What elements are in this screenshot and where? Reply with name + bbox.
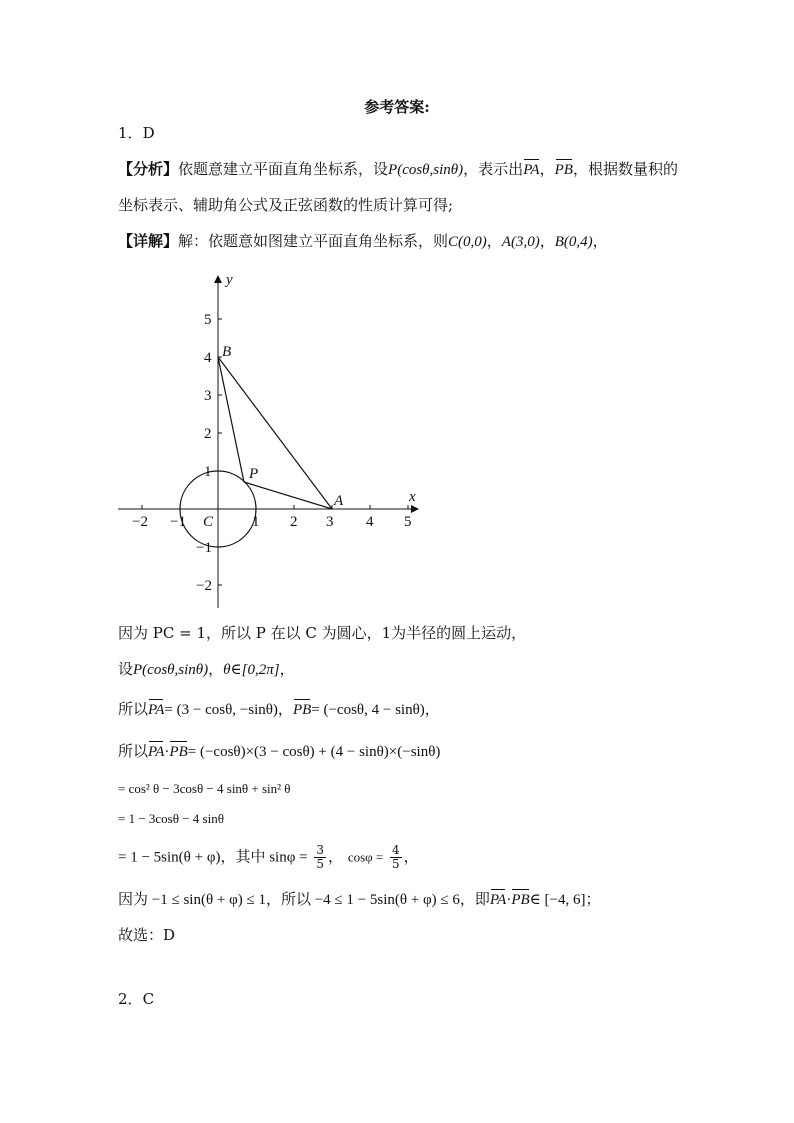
q1-detail: 【详解】解：依题意如图建立平面直角坐标系，则C(0,0)，A(3,0)，B(0,4)，: [118, 232, 608, 250]
x-tick: 5: [404, 514, 412, 530]
step-8: 因为 −1 ≤ sin(θ + φ) ≤ 1，所以 −4 ≤ 1 − 5sin(θ + φ) ≤ 6，即PA·PB∈ [−4, 6]；: [118, 888, 600, 911]
q1-answer: D: [142, 124, 155, 142]
vector-pb: PB: [169, 741, 187, 763]
axis-y-label: y: [226, 272, 233, 288]
step-3-prefix: 所以: [118, 700, 149, 718]
step-1: 因为 PC = 1，所以 P 在以 C 为圆心，1为半径的圆上运动，: [118, 624, 527, 642]
x-tick: 2: [290, 514, 298, 530]
segment-bp: [218, 357, 244, 482]
coordinate-figure: [118, 268, 428, 613]
y-tick: −1: [196, 540, 212, 556]
x-tick: −2: [132, 514, 148, 530]
q1-number: 1: [118, 124, 128, 142]
y-tick: 5: [204, 312, 212, 328]
vector-pb: PB: [511, 889, 529, 911]
vector-pb: PB: [293, 699, 311, 721]
step-3-pa: = (3 − cosθ, −sinθ): [164, 702, 278, 718]
step-7: = 1 − 5sin(θ + φ)，其中 sinφ = $\frac{3}{5}$ ， cosφ = $\frac{4}{5}$ ，: [118, 843, 419, 871]
step-8-range: ∈ [−4, 6]: [529, 892, 586, 908]
fraction-4-5: [390, 844, 402, 871]
detail-label: 【详解】: [118, 232, 179, 250]
origin-label: C: [203, 514, 214, 530]
q2-number: 2: [118, 990, 128, 1008]
step-4-expr: = (−cosθ)×(3 − cosθ) + (4 − sinθ)×(−sinθ): [187, 744, 441, 760]
vector-pa: PA: [523, 159, 539, 181]
y-tick: 3: [204, 388, 212, 404]
detail-text: 解：依题意如图建立平面直角坐标系，则: [178, 232, 449, 250]
step-2-range: θ∈[0,2π]: [223, 662, 280, 678]
step-8-text: 因为 −1 ≤ sin(θ + φ) ≤ 1，所以 −4 ≤ 1 − 5sin(θ + φ) ≤ 6，即: [118, 892, 490, 908]
label-p: P: [249, 466, 259, 482]
point-c: C(0,0): [448, 234, 487, 250]
frac-den: 5: [316, 857, 325, 871]
frac-den: 5: [392, 857, 400, 871]
step-6: = 1 − 3cosθ − 4 sinθ: [118, 811, 224, 826]
point-b: B(0,4): [554, 234, 593, 250]
vector-pa: PA: [148, 741, 164, 763]
vector-pa: PA: [148, 699, 164, 721]
page-title: 参考答案:: [364, 98, 430, 116]
axis-x-label: x: [409, 489, 416, 505]
frac-num: 4: [392, 843, 400, 857]
y-tick: 1: [204, 464, 212, 480]
q2-answer: C: [142, 990, 155, 1008]
q1-analysis-line2: 坐标表示、辅助角公式及正弦函数的性质计算可得;: [118, 196, 454, 214]
label-b: B: [222, 344, 232, 360]
step-4-prefix: 所以: [118, 742, 149, 760]
step-2: 设P(cosθ,sinθ)，θ∈[0,2π]，: [118, 660, 295, 678]
y-tick: 2: [204, 426, 212, 442]
vector-pa: PA: [490, 889, 506, 911]
step-5: = cos² θ − 3cosθ − 4 sinθ + sin² θ: [118, 781, 291, 796]
q2-header: 2．C: [118, 990, 155, 1008]
analysis-text-2: ，表示出: [463, 160, 524, 178]
analysis-point: P(cosθ,sinθ): [388, 162, 464, 178]
point-a: A(3,0): [501, 234, 540, 250]
segment-pa: [244, 482, 332, 509]
q1-header: 1．D: [118, 124, 155, 142]
frac-num: 3: [316, 843, 325, 857]
q1-analysis: 【分析】依题意建立平面直角坐标系，设P(cosθ,sinθ)，表示出PA，PB，根据数量积的: [118, 158, 678, 181]
step-2-prefix: 设: [118, 660, 134, 678]
x-tick: 3: [326, 514, 334, 530]
x-tick: −1: [170, 514, 186, 530]
analysis-text-3: ，根据数量积的: [572, 160, 678, 178]
x-tick: 1: [252, 514, 260, 530]
label-a: A: [334, 493, 344, 509]
step-7-cos: cosφ =: [347, 849, 384, 865]
analysis-text: 依题意建立平面直角坐标系，设: [178, 160, 389, 178]
vector-pb: PB: [555, 159, 573, 181]
step-4: 所以PA·PB= (−cosθ)×(3 − cosθ) + (4 − sinθ)×(−sinθ): [118, 740, 440, 763]
segment-ba: [218, 357, 332, 509]
y-tick: −2: [196, 578, 212, 594]
step-3: 所以PA= (3 − cosθ, −sinθ)，PB= (−cosθ, 4 − sinθ)，: [118, 698, 440, 721]
step-2-point: P(cosθ,sinθ): [133, 662, 209, 678]
analysis-label: 【分析】: [118, 160, 179, 178]
x-tick: 4: [366, 514, 374, 530]
step-3-pb: = (−cosθ, 4 − sinθ): [311, 702, 425, 718]
conclusion: 故选：D: [118, 926, 176, 944]
fraction-3-5: [314, 844, 326, 871]
y-tick: 4: [204, 350, 212, 366]
step-7-text: = 1 − 5sin(θ + φ)，其中 sinφ =: [118, 849, 308, 866]
